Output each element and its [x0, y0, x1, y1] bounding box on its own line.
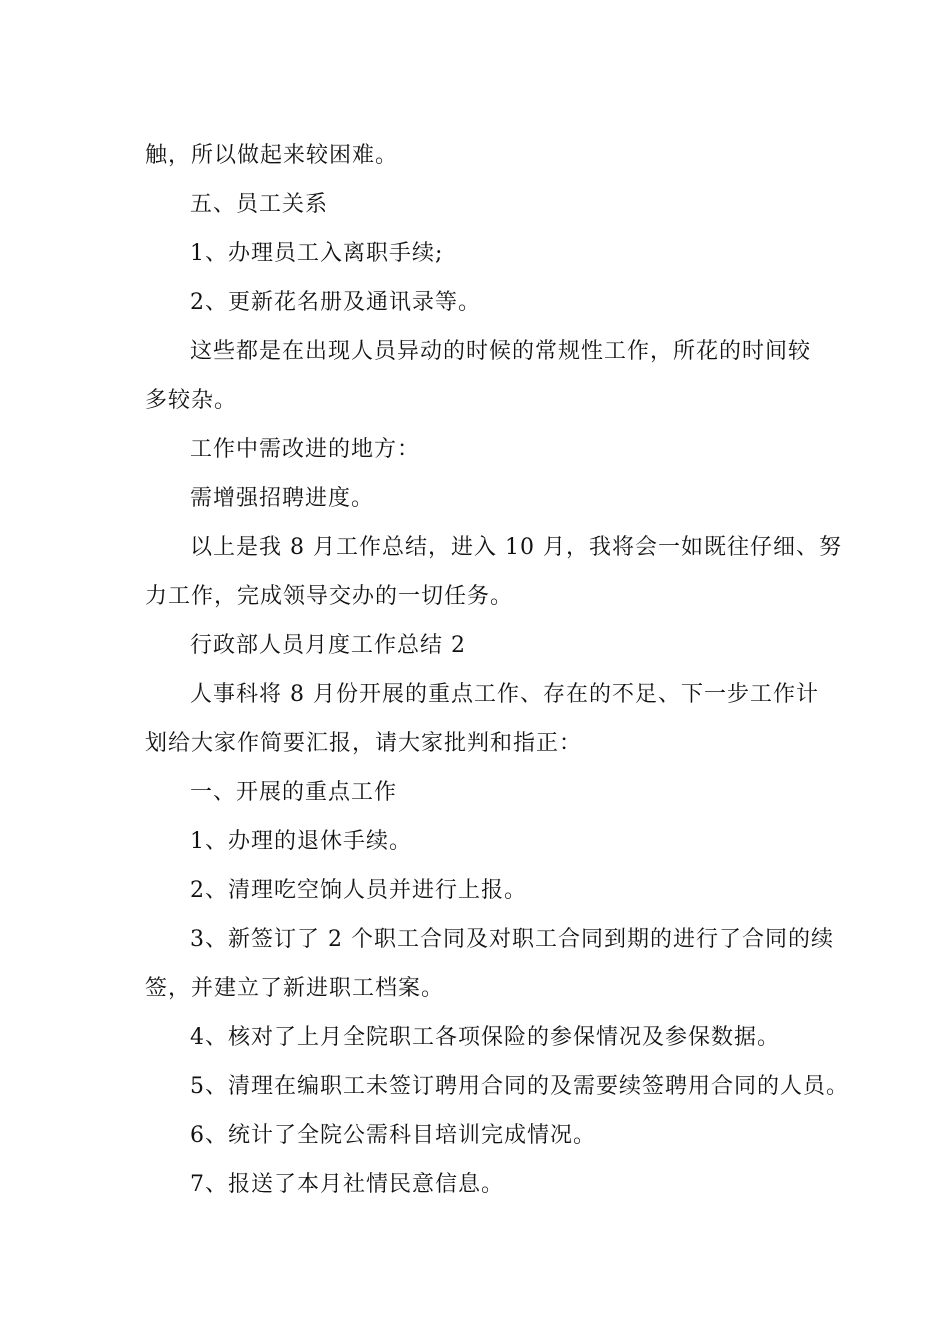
paragraph-line: 这些都是在出现人员异动的时候的常规性工作，所花的时间较	[190, 339, 812, 364]
paragraph-line: 多较杂。	[145, 388, 238, 413]
list-item: 2、清理吃空饷人员并进行上报。	[190, 878, 527, 903]
document-title: 行政部人员月度工作总结 2	[190, 633, 466, 658]
paragraph-line: 需增强招聘进度。	[190, 486, 375, 511]
list-item: 1、办理的退休手续。	[190, 829, 412, 854]
paragraph-line: 以上是我 8 月工作总结，进入 10 月，我将会一如既往仔细、努	[190, 535, 842, 560]
section-heading: 五、员工关系	[190, 192, 329, 217]
list-item: 6、统计了全院公需科目培训完成情况。	[190, 1123, 596, 1148]
section-heading: 一、开展的重点工作	[190, 780, 398, 805]
list-item-continuation: 签，并建立了新进职工档案。	[145, 976, 445, 1001]
paragraph-line: 力工作，完成领导交办的一切任务。	[145, 584, 514, 609]
list-item: 5、清理在编职工未签订聘用合同的及需要续签聘用合同的人员。	[190, 1074, 849, 1099]
list-item: 3、新签订了 2 个职工合同及对职工合同到期的进行了合同的续	[190, 927, 834, 952]
paragraph-line: 划给大家作简要汇报，请大家批判和指正：	[145, 731, 583, 756]
list-item: 2、更新花名册及通讯录等。	[190, 290, 481, 315]
paragraph-line: 人事科将 8 月份开展的重点工作、存在的不足、下一步工作计	[190, 682, 819, 707]
list-item: 1、办理员工入离职手续;	[190, 241, 444, 266]
list-item: 7、报送了本月社情民意信息。	[190, 1172, 504, 1197]
subheading: 工作中需改进的地方：	[190, 437, 421, 462]
text-line: 触，所以做起来较困难。	[145, 143, 399, 168]
list-item: 4、核对了上月全院职工各项保险的参保情况及参保数据。	[190, 1025, 780, 1050]
document-body	[145, 131, 849, 1209]
